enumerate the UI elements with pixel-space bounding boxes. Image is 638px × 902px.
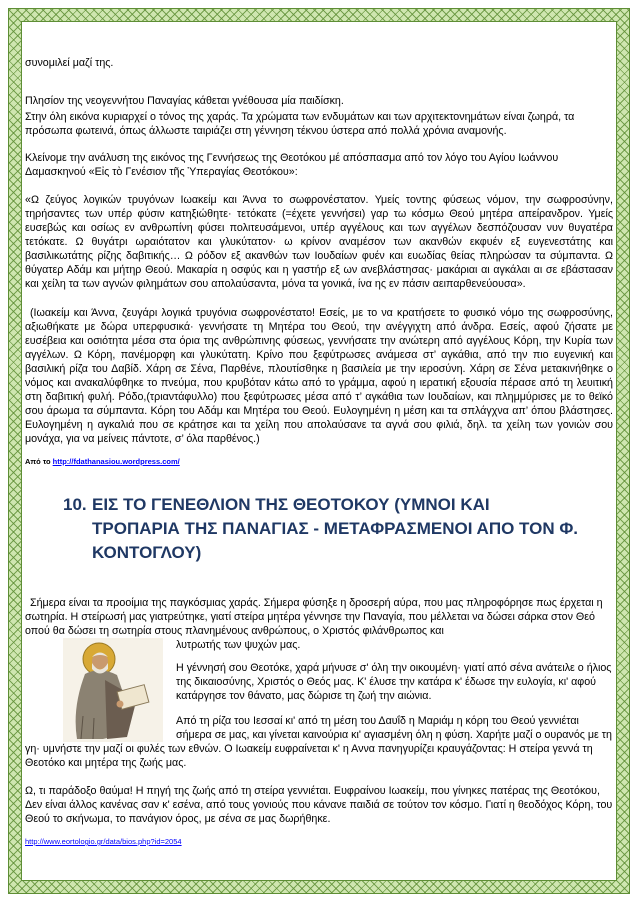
paragraph-continuation: συνομιλεί μαζί της. xyxy=(25,57,114,69)
section-source-link[interactable]: http://www.eortologio.gr/data/bios.php?id=2054 xyxy=(25,837,182,846)
section-number: 10. xyxy=(63,495,87,514)
source-prefix: Από το xyxy=(25,457,51,466)
paragraph-joy: Στην όλη εικόνα κυριαρχεί ο τόνος της χαράς. Τα χρώματα των ενδυμάτων και των αρχιτεκτονημάτων είναι ζωηρά, τα πρόσωπα φωτεινά, όπως άλλωστε ταιριάζει στη γέννηση τέκνου ύστερα από πολλά χρόνια αναμονής. xyxy=(25,111,575,137)
section-intro-lead: Σήμερα είναι τα προοίμια της παγκόσμιας χαράς. Σήμερα φύσηξε η δροσερή αύρα, που μας πληροφόρησε πως έρχεται η σωτηρία. Η στείρωσή μας γιατρεύτηκε, γιατί στείρα μητέρα γέννησε την Παναγία, που μέλλεται να δώσει σάρκα στον Θεό οπού θα δώσει τη σωτηρία στους πλανημένους ανθρώπους, ο Χριστός φιλάνθρωπος και xyxy=(25,597,603,637)
hymn-paragraph: Η γέννησή σου Θεοτόκε, χαρά μήνυσε σ' όλη την οικουμένη· γιατί από σένα ανάτειλε ο ήλιος της δικαιοσύνης, Χριστός ο Θεός μας. Κ' έλυσε την κατάρα κ' έδωσε την ευλογία, κι' αφού κατάργησε τον θάνατο, μας δώρισε τη ζωή την αιώνια. xyxy=(176,662,612,702)
section-intro-tail: λυτρωτής των ψυχών μας. xyxy=(176,639,301,651)
saint-icon xyxy=(63,638,163,742)
section-title-line: ΕΙΣ ΤΟ ΓΕΝΕΘΛΙΟΝ ΤΗΣ ΘΕΟΤΟΚΟΥ (ΥΜΝΟΙ ΚΑΙ xyxy=(92,495,490,514)
quote-original-text: «Ω ζεύγος λογικών τρυγόνων Ιωακείμ και Άννα το σωφρονέστατον. Υμείς τοντης φύσεως νόμον, την σωφροσύνην, τηρήσαντες των υπέρ φύσιν κατηξιώθητε· τετόκατε (=έχετε γεννήσει) γαρ τω κόσμω Θεού μητέρα απείρανδρον. Υμείς ευσεβώς και οσίως εν ανθρωπίνη φύσει πολιτευσάμενοι, υπέρ αγγέλους και των αγγέλων δεσπόζουσαν νυν θυγατέρα τετόκατε. Ω θυγάτρι ωραιότατον και γλυκύτατον· ω κρίνον αναμέσον των ακανθών εκφυέν εξ ευγενεστάτης και βασιλικωτάτης ρίζης δαβιτικής… Ω ρόδον εξ ακανθών των Ιουδαίων φυέν και ευωδίας θείας πληρώσαν τα σύμπαντα. Ω θύγατερ Αδάμ και μήτηρ Θεού. Μακαρία η οσφύς και η γαστήρ εξ ων ανεβλάστησας· μακάριαι αι αγκάλαι αι σε εβάστασαν και χείλη τα των αγνών φιλημάτων σου απολαύσαντα, μόνα τα γονικά, ίνα ης εν πάσιν αειπαρθενεύουσα». xyxy=(25,194,613,290)
paragraph-maid: Πλησίον της νεογεννήτου Παναγίας κάθεται γνέθουσα μία παιδίσκη. xyxy=(25,95,344,107)
source-credit xyxy=(25,457,613,467)
section-title-line: ΤΡΟΠΑΡΙΑ ΤΗΣ ΠΑΝΑΓΙΑΣ - ΜΕΤΑΦΡΑΣΜΕΝΟΙ ΑΠΟ ΤΟΝ Φ. xyxy=(92,519,579,538)
hymn-paragraph: Από τη ρίζα του Ιεσσαί κι' από τη μέση του Δαυΐδ η Μαριάμ η κόρη του Θεού γεννιέται σήμερα σε μας, και γίνεται καινούρια κι' αγιασμένη όλη η φύση. Χαρήτε μαζί ο ουρανός με τη γη· υμνήστε την μαζί οι φυλές των εθνών. Ο Ιωακείμ ευφραίνεται κ' η Αννα πανηγυρίζει κραυγάζοντας: Η στείρα γεννά τη Θεοτόκο και μητέρα της ζωής μας. xyxy=(25,715,612,769)
section-intro xyxy=(25,596,613,652)
document-body xyxy=(25,0,613,847)
paragraph-damascene-intro: Κλείνομε την ανάλυση της εικόνος της Γεννήσεως της Θεοτόκου μέ απόσπασμα από τον λόγο του Αγίου Ιωάννου Δαμασκηνού «Εἰς τὸ Γενέσιον τῆς Ὑπεραγίας Θεοτόκου»: xyxy=(25,152,559,178)
quote-translation: (Ιωακείμ και Άννα, ζευγάρι λογικά τρυγόνια σωφρονέστατο! Εσείς, με το να κρατήσετε το φυσικό νόμο της σωφροσύνης, αξιωθήκατε με δώρα υπερφυσικά· γεννήσατε τη Μητέρα του Θεού, την ανέγγιχτη από άνδρα. Εσείς, αφού ζήσατε με ευσέβεια και οσιότητα μέσα στα όρια της ανθρώπινης φύσεως, γεννήσατε την ανώτερη από αγγέλους Κόρη, την Κυρία των αγγέλων. Ω Κόρη, πανέμορφη και γλυκύτατη. Κρίνο που ξεφύτρωσες ανάμεσα στ’ αγκάθια, από την πιο ευγενική και βασιλική ρίζα του Δαβίδ. Χάρη σε Σένα, Παρθένε, πλουτίσθηκε η βασιλεία με την ιεροσύνη. Χάρη σε Σένα μετακινήθηκε ο νόμος και ανακαλύφθηκε το πνεύμα, που κρυβόταν κάτω από το γράμμα, αφού η ιερατική εξουσία πέρασε από τη λευιτική στη δαβιτική φυλή. Ρόδο,(τριαντάφυλλο) που ξεφύτρωσες μέσα από τ’ αγκάθια των Ιουδαίων, και πλημμύρισες με το θεϊκό σου άρωμα τα σύμπαντα. Κόρη του Αδάμ και Μητέρα του Θεού. Ευλογημένη η μέση και τα σπλάγχνα απ’ όπου βλάστησες. Ευλογημένη η αγκαλιά που σε κράτησε και τα χείλη που απολαύσανε τα αγνά σου φιλιά, δηλ. τα χείλη των γονιών σου μονάχα, για να μείνεις πάντοτε, σ’ όλα παρθένος.) xyxy=(25,307,613,445)
section-title-line: ΚΟΝΤΟΓΛΟΥ) xyxy=(92,543,202,562)
section-heading xyxy=(63,493,613,565)
hymn-paragraph: Ω, τι παράδοξο θαύμα! Η πηγή της ζωής από τη στείρα γεννιέται. Ευφραίνου Ιωακείμ, που γίνηκες πατέρας της Θεοτόκου, Δεν είναι άλλος κανένας σαν κ' εσένα, από τους γονιούς που κάνανε παιδιά σε τούτον τον κόσμο. Γιατί η θεοδόχος Κόρη, του Θεού το σκήνωμα, το πανάγιον όρος, με σένα σε μας δωρήθηκε. xyxy=(25,785,613,825)
section-source xyxy=(25,837,613,847)
source-link[interactable]: http://fdathanasiou.wordpress.com/ xyxy=(52,457,180,466)
section-title xyxy=(92,493,578,565)
